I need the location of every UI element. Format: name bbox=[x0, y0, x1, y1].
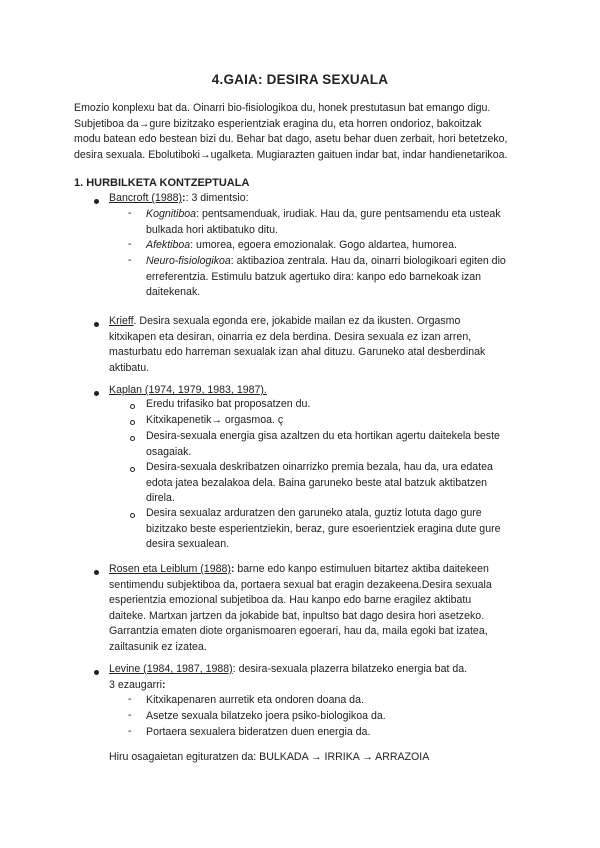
rosen-bullet: Rosen eta Leiblum (1988): barne edo kanpo estimuluen bitartez aktiba daitekeen sentimendu subjektiboa da, portaera sexual bat eragin dezakeena.Desira sexuala esperientzia emozional subjetiboa da. Hau kanpo edo barne eragilez aktibatu daiteke. Martxan jartzen da jokabide bat, inpultso bat dago desira hori asetzeko. Garrantzia ematen diote organismoaren egoerari, hau da, maila egoki bat izatea, zailtasunik ez izatea. bbox=[109, 563, 492, 653]
bullet-dot bbox=[94, 199, 99, 204]
dash-marker: - bbox=[128, 725, 132, 737]
sub-bullet-ring bbox=[130, 404, 135, 409]
author-levine: Levine (1984, 1987, 1988) bbox=[109, 663, 233, 675]
bancroft-intro: : 3 dimentsio: bbox=[185, 192, 249, 204]
sub-bullet-ring bbox=[130, 513, 135, 518]
levine-summary: Hiru osagaietan egituratzen da: BULKADA → IRRIKA → ARRAZOIA bbox=[109, 751, 430, 763]
kaplan-item: Eredu trifasiko bat proposatzen du. bbox=[146, 398, 311, 410]
dash-marker: - bbox=[128, 238, 132, 250]
intro-line: modu batean edo bestean bizi du. Behar bat dago, asetu behar duen zerbait, hori betetzeko, bbox=[74, 133, 508, 146]
bullet-dot bbox=[94, 391, 99, 396]
item-term: Kognitiboa bbox=[146, 208, 197, 220]
levine-item: Asetze sexuala bilatzeko joera psiko-biologikoa da. bbox=[146, 710, 386, 722]
levine-item: Kitxikapenaren aurretik eta ondoren doana da. bbox=[146, 694, 364, 706]
intro-line: Emozio konplexu bat da. Oinarri bio-fisiologikoa du, honek prestutasun bat emango digu. bbox=[74, 102, 491, 114]
ezaugarri-label: 3 ezaugarri bbox=[109, 678, 162, 691]
kaplan-item: Desira-sexuala deskribatzen oinarrizko premia bezala, hau da, ura edatea edota jatea bezalakoa dela. Baina garuneko beste atal batzuk aktibatzen direla. bbox=[146, 461, 493, 505]
dash-marker: - bbox=[128, 693, 132, 705]
author-rosen: Rosen eta Leiblum (1988) bbox=[109, 563, 231, 575]
sub-bullet-ring bbox=[130, 420, 135, 425]
bancroft-item: Neuro-fisiologikoa: aktibazioa zentrala. Hau da, oinarri biologikoari egiten dio erreferentzia. Estimulu batzuk agertuko dira: kanpo edo barnekoak izan daitekenak. bbox=[146, 255, 506, 299]
dash-marker: - bbox=[128, 709, 132, 721]
dash-marker: - bbox=[128, 254, 132, 266]
dash-marker: - bbox=[128, 207, 132, 219]
levine-item: Portaera sexualera bideratzen duen energia da. bbox=[146, 726, 371, 738]
bancroft-item: Kognitiboa: pentsamenduak, irudiak. Hau da, gure pentsamendu eta usteak bulkada hori aktibatuko ditu. bbox=[146, 208, 501, 236]
kaplan-item: Kitxikapenetik→ orgasmoa. ç bbox=[146, 414, 284, 426]
bancroft-bullet: Bancroft (1988):: 3 dimentsio: bbox=[109, 192, 249, 204]
bullet-dot bbox=[94, 322, 99, 327]
levine-bullet: Levine (1984, 1987, 1988): desira-sexuala plazerra bilatzeko energia bat da. 3 ezaugarri: bbox=[109, 663, 468, 691]
bancroft-item: Afektiboa: umorea, egoera emozionalak. Gogo aldartea, humorea. bbox=[146, 239, 457, 251]
intro-paragraph bbox=[74, 101, 544, 163]
page-title: 4.GAIA: DESIRA SEXUALA bbox=[211, 72, 389, 87]
bullet-dot bbox=[94, 670, 99, 675]
bullet-dot bbox=[94, 570, 99, 575]
author-krieff: Krieff bbox=[109, 315, 134, 327]
krieff-bullet: Krieff. Desira sexuala egonda ere, jokabide mailan ez da ikusten. Orgasmo kitxikapen eta desiran, oinarria ez dela berdina. Desira sexuala ez izan arren, masturbatu edo harreman sexualak izan ahal dituzu. Garuneko atal desberdinak aktibatu. bbox=[109, 315, 486, 374]
kaplan-item: Desira-sexuala energia gisa azaltzen du eta hortikan agertu daitekela beste osagaiak. bbox=[146, 430, 500, 458]
intro-line: Subjetiboa da→gure bizitzako esperientziak eragina du, eta horren ondorioz, bakoitzak bbox=[74, 117, 482, 130]
intro-line: desira sexuala. Ebolutiboki→ugalketa. Mugiarazten gaituen indar bat, indar handienetarikoa. bbox=[74, 148, 508, 161]
sub-bullet-ring bbox=[130, 467, 135, 472]
section-heading: 1. HURBILKETA KONTZEPTUALA bbox=[74, 177, 250, 189]
kaplan-item: Desira sexualaz arduratzen den garuneko atala, guztiz lotuta dago gure bizitzako beste esperientziekin, beraz, gure esoerientziek eragina dute gure desira sexualean. bbox=[146, 507, 501, 551]
item-term: Afektiboa bbox=[146, 239, 191, 251]
author-bancroft: Bancroft (1988) bbox=[109, 192, 183, 204]
sub-bullet-ring bbox=[130, 436, 135, 441]
author-kaplan: Kaplan (1974, 1979, 1983, 1987). bbox=[109, 384, 267, 396]
item-term: Neuro-fisiologikoa bbox=[146, 255, 231, 267]
